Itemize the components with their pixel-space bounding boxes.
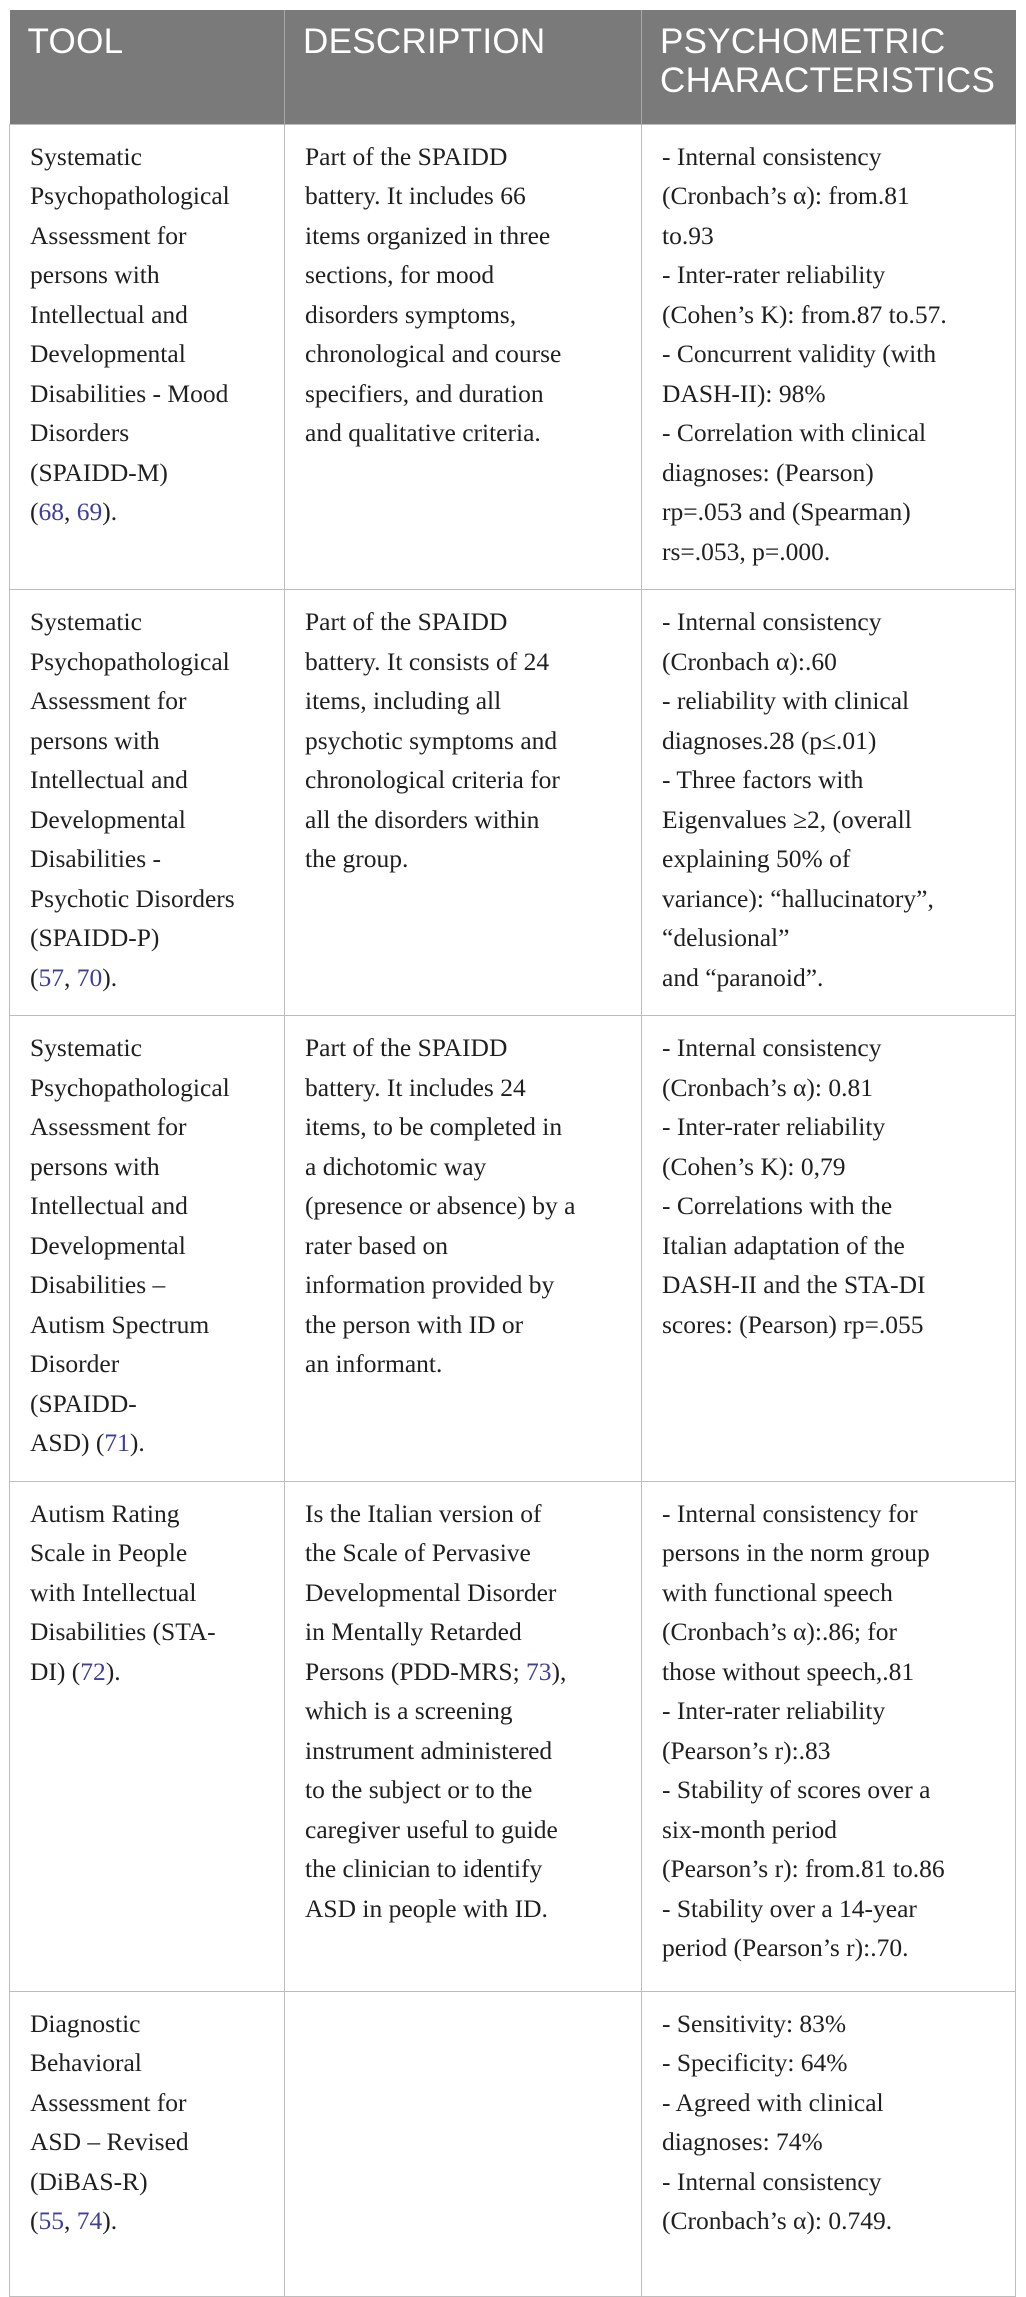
psychometric-tools-table-container xyxy=(9,10,1015,2297)
description-text-end: ), which is a screening instrument administered to the subject or to the caregiver useful to guide the clinician to identify ASD in people with ID. xyxy=(305,1656,567,1923)
tool-name: Systematic Psychopathological Assessment for persons with Intellectual and Developmental Disabilities - Psychotic Disorders (SPAIDD-P) ( xyxy=(30,607,235,992)
psychometric-tools-table xyxy=(9,10,1016,2297)
table-body xyxy=(10,124,1016,2296)
reference-separator: , xyxy=(64,962,77,992)
table-row xyxy=(10,124,1016,590)
table-header xyxy=(10,10,1016,124)
psychometric-cell: - Sensitivity: 83% - Specificity: 64% - Agreed with clinical diagnoses: 74% - Internal consistency (Cronbach’s α): 0.749. xyxy=(642,1991,1016,2296)
tool-cell xyxy=(10,1481,285,1991)
tool-cell xyxy=(10,124,285,590)
reference-link[interactable]: 55 xyxy=(38,2206,64,2235)
reference-link[interactable]: 72 xyxy=(80,1656,106,1686)
reference-separator: , xyxy=(64,497,77,526)
tool-name-end: ). xyxy=(129,1428,145,1457)
reference-link[interactable]: 73 xyxy=(526,1656,552,1686)
reference-separator: , xyxy=(64,2206,77,2235)
header-psychometric-characteristics: PSYCHOMETRIC CHARACTERISTICS xyxy=(642,10,1016,124)
description-text: Is the Italian version of the Scale of Pervasive Developmental Disorder in Mentally Retarded Persons (PDD-MRS; xyxy=(305,1498,557,1686)
tool-name: Autism Rating Scale in People with Intellectual Disabilities (STA- DI) ( xyxy=(30,1498,216,1686)
tool-name-end: ). xyxy=(102,497,118,526)
description-cell: Part of the SPAIDD battery. It includes 24 items, to be completed in a dichotomic way (presence or absence) by a rater based on information provided by the person with ID or an informant. xyxy=(285,1016,642,1482)
description-cell: Part of the SPAIDD battery. It consists of 24 items, including all psychotic symptoms and chronological criteria for all the disorders within the group. xyxy=(285,590,642,1016)
psychometric-cell: - Internal consistency for persons in the norm group with functional speech (Cronbach’s α):.86; for those without speech,.81 - Inter-rater reliability (Pearson’s r):.83 - Stability of scores over a six-month period (Pearson’s r): from.81 to.86 - Stability over a 14-year period (Pearson’s r):.70. xyxy=(642,1481,1016,1991)
tool-cell xyxy=(10,1991,285,2296)
description-cell: Part of the SPAIDD battery. It includes 66 items organized in three sections, for mood disorders symptoms, chronological and course specifiers, and duration and qualitative criteria. xyxy=(285,124,642,590)
tool-name: Diagnostic Behavioral Assessment for ASD – Revised (DiBAS-R) ( xyxy=(30,2008,189,2235)
tool-name-end: ). xyxy=(102,2206,118,2235)
table-row xyxy=(10,590,1016,1016)
reference-link[interactable]: 71 xyxy=(104,1428,130,1457)
reference-link[interactable]: 68 xyxy=(38,497,64,526)
header-row xyxy=(10,10,1016,124)
psychometric-cell: - Internal consistency (Cronbach α):.60 - reliability with clinical diagnoses.28 (p≤.01) - Three factors with Eigenvalues ≥2, (overall explaining 50% of variance): “hallucinatory”, “delusional” and “paranoid”. xyxy=(642,590,1016,1016)
psychometric-cell: - Internal consistency (Cronbach’s α): from.81 to.93 - Inter-rater reliability (Cohen’s K): from.87 to.57. - Concurrent validity (with DASH-II): 98% - Correlation with clinical diagnoses: (Pearson) rp=.053 and (Spearman) rs=.053, p=.000. xyxy=(642,124,1016,590)
header-description: DESCRIPTION xyxy=(285,10,642,124)
reference-link[interactable]: 57 xyxy=(38,962,64,992)
reference-link[interactable]: 70 xyxy=(76,962,103,992)
reference-link[interactable]: 69 xyxy=(76,497,103,526)
description-cell xyxy=(285,1481,642,1991)
header-tool: TOOL xyxy=(10,10,285,124)
description-cell xyxy=(285,1991,642,2296)
tool-name: Systematic Psychopathological Assessment for persons with Intellectual and Developmental Disabilities – Autism Spectrum Disorder (SPAIDD- ASD) ( xyxy=(30,1033,230,1457)
tool-name: Systematic Psychopathological Assessment for persons with Intellectual and Developmental Disabilities - Mood Disorders (SPAIDD-M) ( xyxy=(30,141,230,526)
tool-cell xyxy=(10,590,285,1016)
tool-name-end: ). xyxy=(105,1656,121,1686)
tool-cell xyxy=(10,1016,285,1482)
psychometric-cell: - Internal consistency (Cronbach’s α): 0.81 - Inter-rater reliability (Cohen’s K): 0,79 - Correlations with the Italian adaptation of the DASH-II and the STA-DI scores: (Pearson) rp=.055 xyxy=(642,1016,1016,1482)
reference-link[interactable]: 74 xyxy=(76,2206,103,2235)
table-row xyxy=(10,1481,1016,1991)
tool-name-end: ). xyxy=(102,962,118,992)
table-row xyxy=(10,1016,1016,1482)
table-row xyxy=(10,1991,1016,2296)
